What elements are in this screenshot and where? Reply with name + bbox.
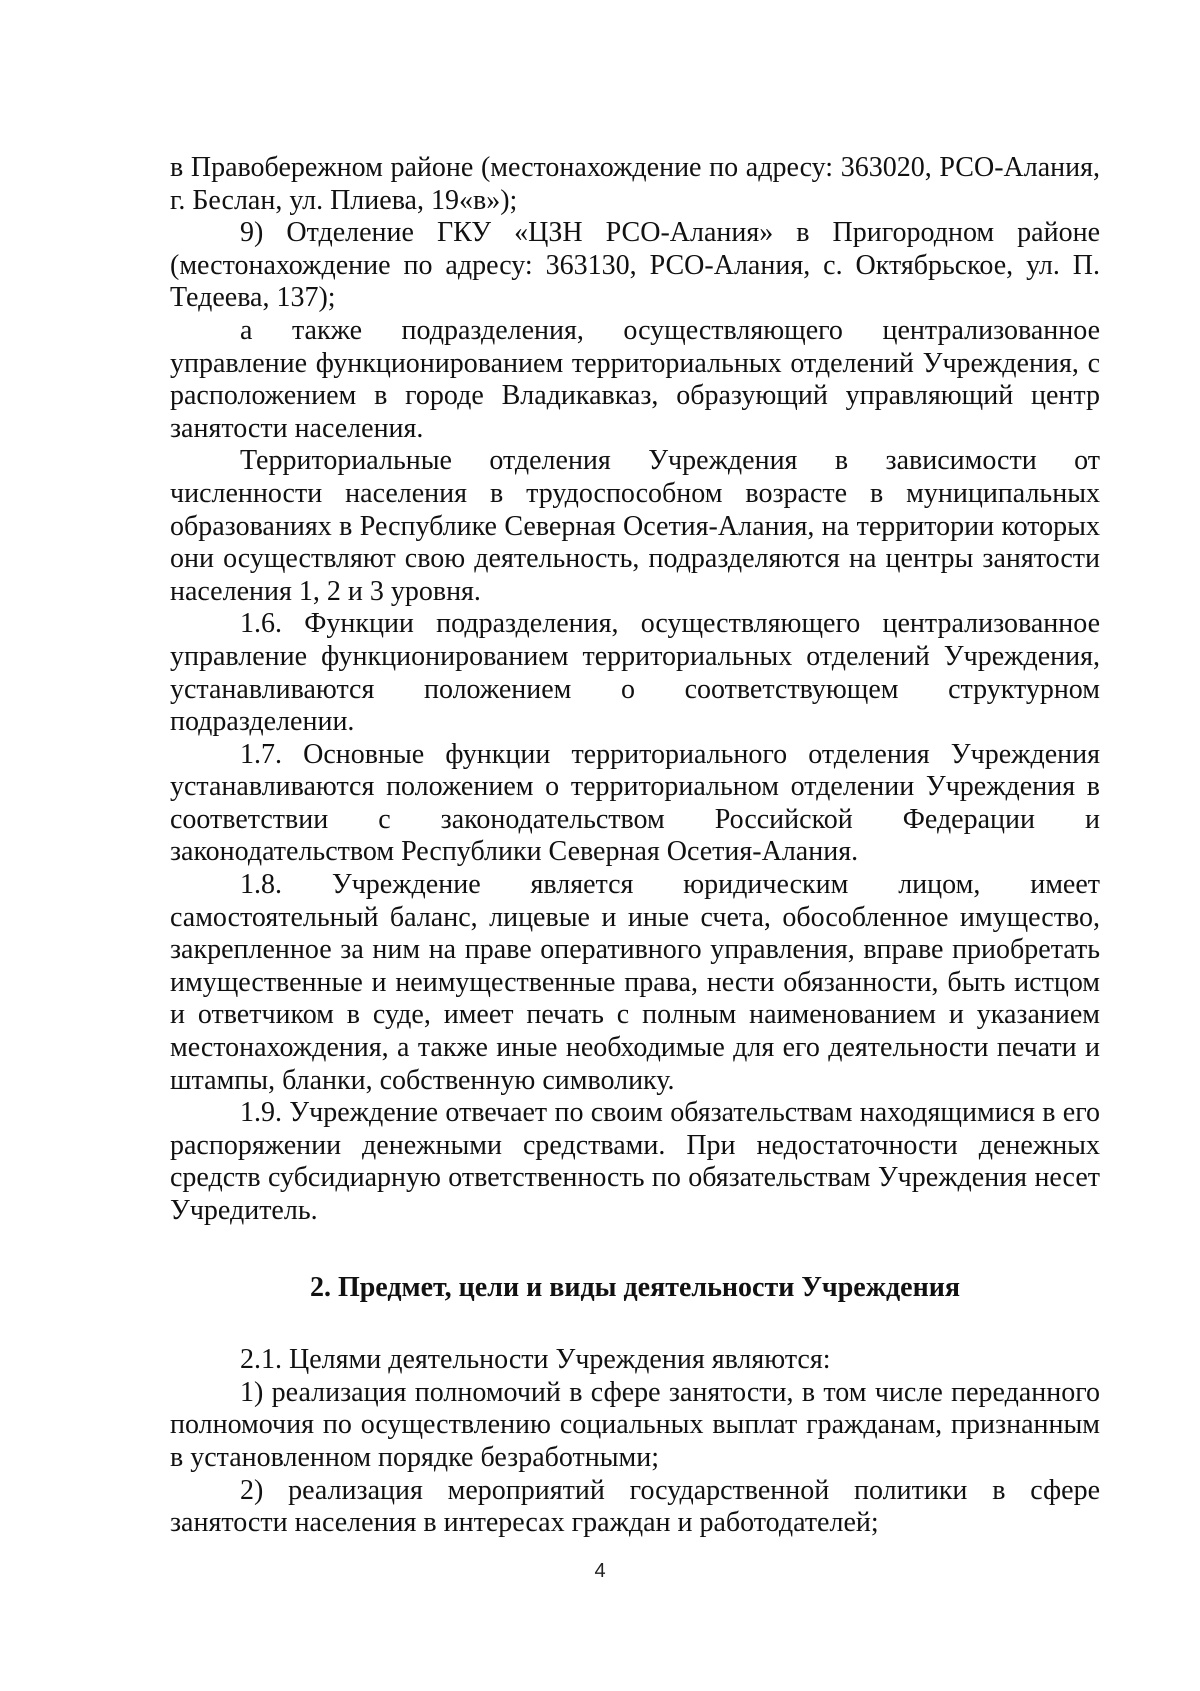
paragraph: Территориальные отделения Учреждения в зависимости от численности населения в трудоспособном возрасте в муниципальных образованиях в Республике Северная Осетия-Алания, на территории которых они осуществляют свою деятельность, подразделяются на центры занятости населения 1, 2 и 3 уровня.	[170, 445, 1100, 607]
paragraph: 1.8. Учреждение является юридическим лицом, имеет самостоятельный баланс, лицевые и иные счета, обособленное имущество, закрепленное за ним на праве оперативного управления, вправе приобретать имущественные и неимущественные права, нести обязанности, быть истцом и ответчиком в суде, имеет печать с полным наименованием и указанием местонахождения, а также иные необходимые для его деятельности печати и штампы, бланки, собственную символику.	[170, 869, 1100, 1096]
paragraph: в Правобережном районе (местонахождение по адресу: 363020, РСО-Алания, г. Беслан, ул. Плиева, 19«в»);	[170, 152, 1100, 216]
page-number: 4	[594, 1560, 606, 1582]
paragraph: 1.6. Функции подразделения, осуществляющего централизованное управление функционированием территориальных отделений Учреждения, устанавливаются положением о соответствующем структурном подразделении.	[170, 608, 1100, 738]
paragraph: а также подразделения, осуществляющего централизованное управление функционированием территориальных отделений Учреждения, с расположением в городе Владикавказ, образующий управляющий центр занятости населения.	[170, 314, 1100, 444]
paragraph: 1.9. Учреждение отвечает по своим обязательствам находящимися в его распоряжении денежными средствами. При недостаточности денежных средств субсидиарную ответственность по обязательствам Учреждения несет Учредитель.	[170, 1097, 1100, 1226]
document-body	[170, 152, 1100, 1540]
paragraph: 1) реализация полномочий в сфере занятости, в том числе переданного полномочия по осуществлению социальных выплат гражданам, признанным в установленном порядке безработными;	[170, 1376, 1100, 1473]
paragraph: 2.1. Целями деятельности Учреждения являются:	[240, 1344, 831, 1376]
paragraph: 2) реализация мероприятий государственной политики в сфере занятости населения в интересах граждан и работодателей;	[170, 1474, 1100, 1539]
section-heading: 2. Предмет, цели и виды деятельности Учреждения	[309, 1271, 961, 1303]
paragraph: 9) Отделение ГКУ «ЦЗН РСО-Алания» в Пригородном районе (местонахождение по адресу: 363130, РСО-Алания, с. Октябрьское, ул. П. Тедеева, 137);	[170, 217, 1100, 314]
paragraph: 1.7. Основные функции территориального отделения Учреждения устанавливаются положением о территориальном отделении Учреждения в соответствии с законодательством Российской Федерации и законодательством Республики Северная Осетия-Алания.	[170, 738, 1100, 868]
